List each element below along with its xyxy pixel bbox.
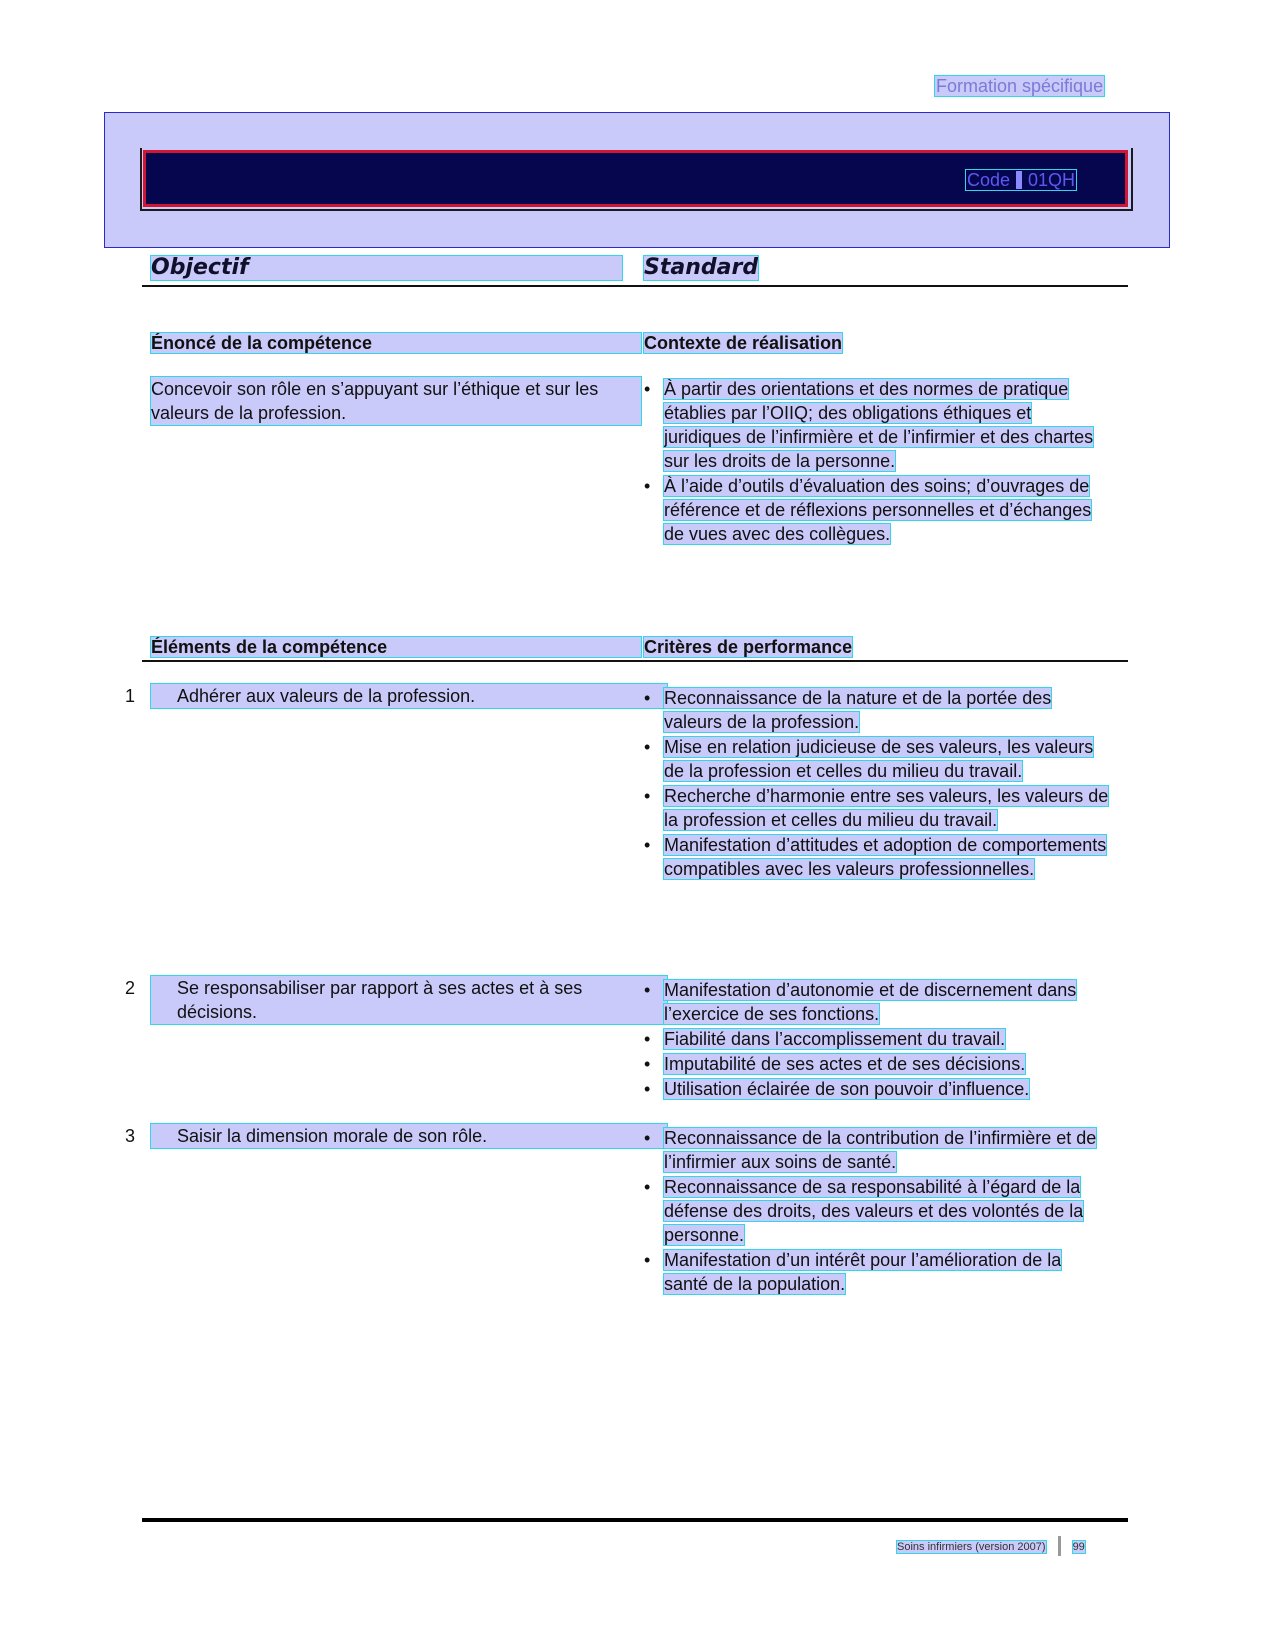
element-1 — [125, 684, 667, 708]
footer — [897, 1536, 1085, 1556]
criterion-text: Mise en relation judicieuse de ses valeurs, les valeurs de la profession et celles du milieu du travail. — [664, 737, 1094, 781]
bullet-icon: • — [644, 379, 651, 399]
list-item — [644, 978, 1109, 1026]
context-text: À partir des orientations et des normes de pratique établies par l’OIIQ; des obligations éthiques et juridiques de l’infirmière et de l’infirmier et des chartes sur les droits de la personne. — [664, 379, 1094, 471]
context-text: À l’aide d’outils d’évaluation des soins; d’ouvrages de référence et de réflexions personnelles et d’échanges de vues avec des collègues. — [664, 476, 1092, 544]
bullet-icon: • — [644, 1079, 651, 1099]
element-number: 1 — [125, 686, 136, 706]
footer-rule — [142, 1518, 1128, 1522]
criterion-text: Imputabilité de ses actes et de ses décisions. — [664, 1054, 1026, 1074]
bullet-icon: • — [644, 786, 651, 806]
elements-title: Éléments de la compétence — [151, 637, 641, 657]
list-item — [644, 784, 1109, 832]
standard-header: Standard — [644, 255, 759, 280]
criteria-list-2 — [644, 978, 1109, 1102]
element-2 — [125, 976, 667, 1024]
bullet-icon: • — [644, 1054, 651, 1074]
criterion-text: Reconnaissance de sa responsabilité à l’égard de la défense des droits, des valeurs et des volontés de la personne. — [664, 1177, 1084, 1245]
criterion-text: Manifestation d’attitudes et adoption de comportements compatibles avec les valeurs professionnelles. — [664, 835, 1107, 879]
section-rule — [142, 660, 1128, 662]
bullet-icon: • — [644, 835, 651, 855]
header-rule — [142, 285, 1128, 287]
code-separator — [1016, 171, 1022, 189]
list-item — [644, 735, 1109, 783]
list-item — [644, 833, 1109, 881]
bullet-icon: • — [644, 1177, 651, 1197]
code-value: 01QH — [1028, 170, 1076, 190]
bullet-icon: • — [644, 688, 651, 708]
list-item — [644, 1077, 1109, 1101]
criterion-text: Fiabilité dans l’accomplissement du travail. — [664, 1029, 1006, 1049]
criterion-text: Reconnaissance de la contribution de l’infirmière et de l’infirmier aux soins de santé. — [664, 1128, 1097, 1172]
element-3 — [125, 1124, 667, 1148]
competence-statement: Concevoir son rôle en s’appuyant sur l’éthique et sur les valeurs de la profession. — [151, 377, 641, 425]
element-text: Se responsabiliser par rapport à ses actes et à ses décisions. — [177, 978, 583, 1022]
objectif-header: Objectif — [151, 256, 622, 280]
bullet-icon: • — [644, 737, 651, 757]
list-item — [644, 1052, 1109, 1076]
element-text: Adhérer aux valeurs de la profession. — [177, 686, 476, 706]
element-text: Saisir la dimension morale de son rôle. — [177, 1126, 488, 1146]
criterion-text: Manifestation d’autonomie et de discernement dans l’exercice de ses fonctions. — [664, 980, 1077, 1024]
criteria-list-3 — [644, 1126, 1109, 1297]
criteres-title: Critères de performance — [644, 637, 853, 657]
element-number: 3 — [125, 1126, 136, 1146]
bullet-icon: • — [644, 476, 651, 496]
bullet-icon: • — [644, 1128, 651, 1148]
enonce-title: Énoncé de la compétence — [151, 333, 641, 353]
contexte-title: Contexte de réalisation — [644, 333, 843, 353]
element-number: 2 — [125, 978, 136, 998]
footer-separator — [1058, 1536, 1061, 1556]
list-item — [644, 686, 1109, 734]
list-item — [644, 1126, 1109, 1174]
footer-text: Soins infirmiers (version 2007) — [897, 1541, 1046, 1553]
list-item — [644, 377, 1109, 473]
bullet-icon: • — [644, 1029, 651, 1049]
criterion-text: Utilisation éclairée de son pouvoir d’influence. — [664, 1079, 1030, 1099]
list-item — [644, 1175, 1109, 1247]
list-item — [644, 474, 1109, 546]
page-number: 99 — [1072, 1541, 1085, 1553]
list-item — [644, 1248, 1109, 1296]
list-item — [644, 1027, 1109, 1051]
bullet-icon: • — [644, 980, 651, 1000]
criterion-text: Recherche d’harmonie entre ses valeurs, les valeurs de la profession et celles du milieu du travail. — [664, 786, 1109, 830]
criteria-list-1 — [644, 686, 1109, 882]
criterion-text: Reconnaissance de la nature et de la portée des valeurs de la profession. — [664, 688, 1052, 732]
bullet-icon: • — [644, 1250, 651, 1270]
course-code — [966, 170, 1076, 190]
context-list — [644, 377, 1109, 547]
criterion-text: Manifestation d’un intérêt pour l’amélioration de la santé de la population. — [664, 1250, 1062, 1294]
code-prefix: Code — [967, 170, 1011, 190]
program-label: Formation spécifique — [936, 76, 1104, 96]
